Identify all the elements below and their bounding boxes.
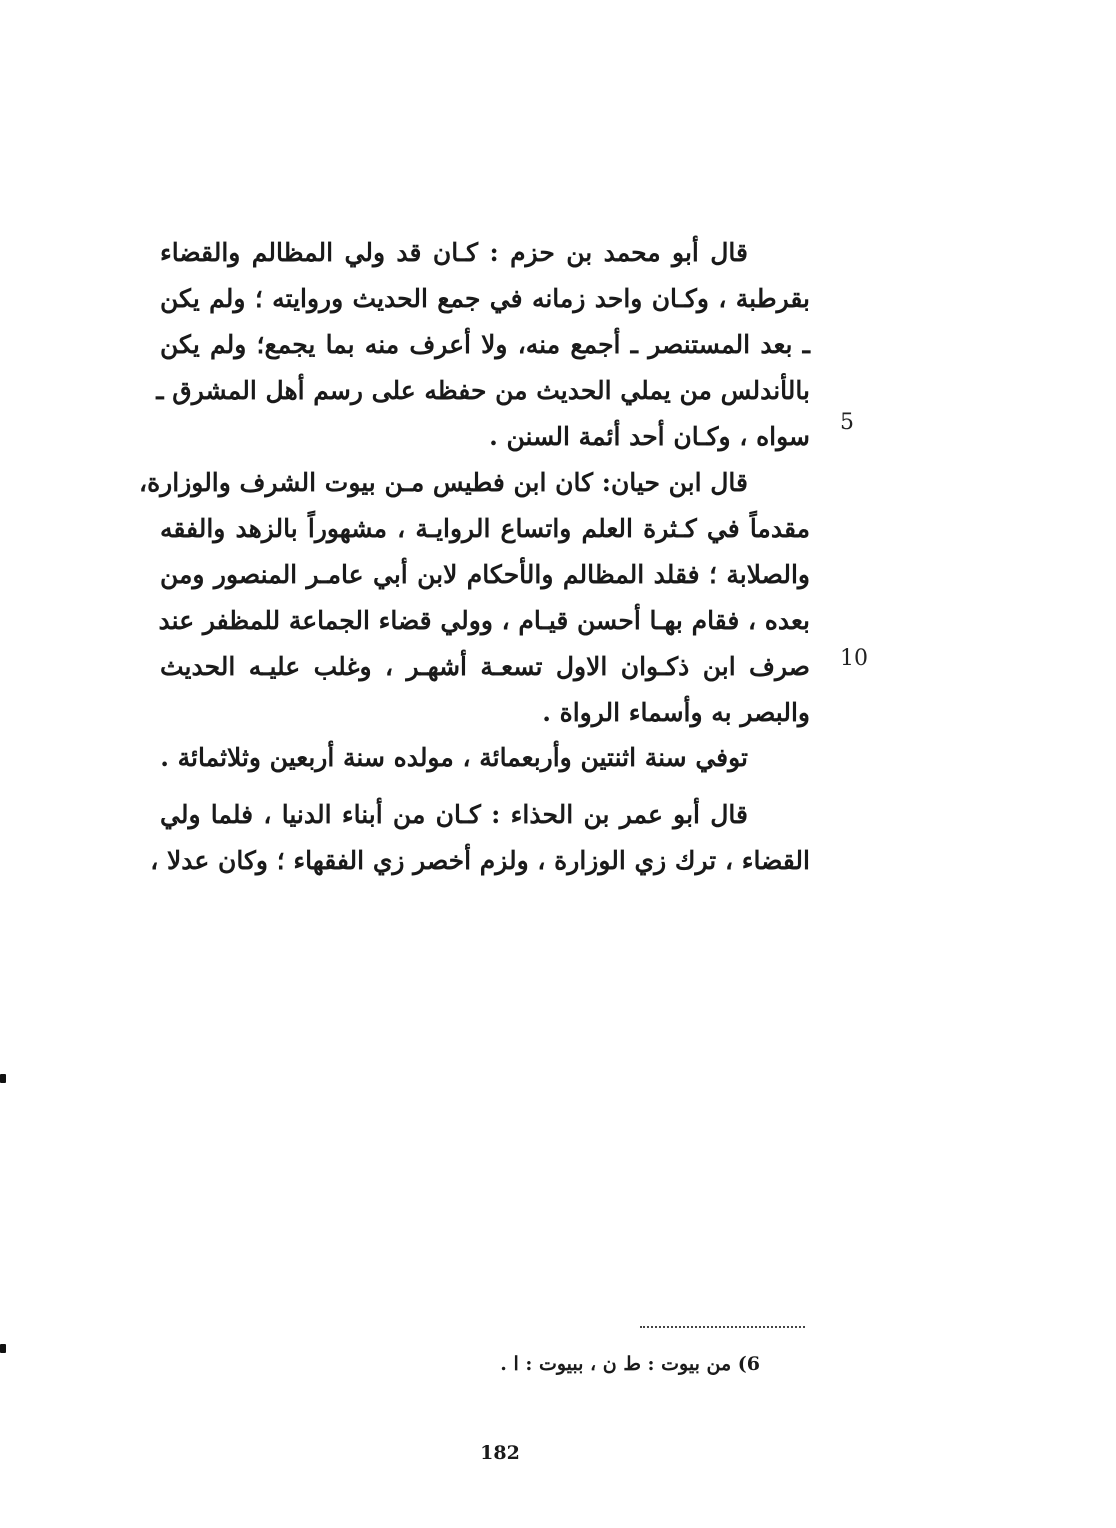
paragraph-1	[156, 230, 810, 460]
text-line: قال ابن حيان: كان ابن فطيس مـن بيوت الشرف والوزارة،	[139, 468, 748, 497]
text-line: قال أبو عمر بن الحذاء : كـان من أبناء الدنيا ، فلما ولي	[160, 800, 748, 829]
text-line: صرف ابن ذكـوان الاول تسعـة أشهـر ، وغلب عليـه الحديث	[160, 652, 810, 681]
scan-mark	[0, 1344, 6, 1353]
text-line: ـ بعد المستنصر ـ أجمع منه، ولا أعرف منه بما يجمع؛ ولم يكن	[160, 330, 810, 359]
text-line: توفي سنة اثنتين وأربعمائة ، مولده سنة أربعين وثلاثمائة .	[160, 743, 748, 772]
footnote-separator	[640, 1326, 805, 1328]
paragraph-4	[150, 792, 810, 884]
text-line: قال أبو محمد بن حزم : كـان قد ولي المظالم والقضاء	[160, 238, 748, 267]
text-line: سواه ، وكـان أحد أئمة السنن .	[489, 422, 810, 451]
paragraph-2	[139, 460, 810, 736]
page-number: 182	[480, 1442, 520, 1464]
paragraph-3	[160, 735, 810, 781]
text-line: القضاء ، ترك زي الوزارة ، ولزم أخصر زي الفقهاء ؛ وكان عدلا ،	[150, 846, 810, 875]
text-line: بالأندلس من يملي الحديث من حفظه على رسم أهل المشرق ـ	[156, 376, 810, 405]
text-line: مقدماً في كـثرة العلم واتساع الروايـة ، مشهوراً بالزهد والفقه	[160, 514, 810, 543]
text-line: بعده ، فقام بهـا أحسن قيـام ، وولي قضاء الجماعة للمظفر عند	[158, 606, 810, 635]
scan-mark	[0, 1074, 6, 1083]
line-number-5: 5	[840, 410, 854, 435]
line-number-10: 10	[840, 646, 868, 671]
footnote: 6) من بيوت : ط ن ، ببيوت : ا .	[500, 1353, 760, 1375]
text-line: والبصر به وأسماء الرواة .	[542, 698, 810, 727]
text-line: بقرطبة ، وكـان واحد زمانه في جمع الحديث وروايته ؛ ولم يكن	[160, 284, 810, 313]
text-line: والصلابة ؛ فقلد المظالم والأحكام لابن أبي عامـر المنصور ومن	[160, 560, 810, 589]
